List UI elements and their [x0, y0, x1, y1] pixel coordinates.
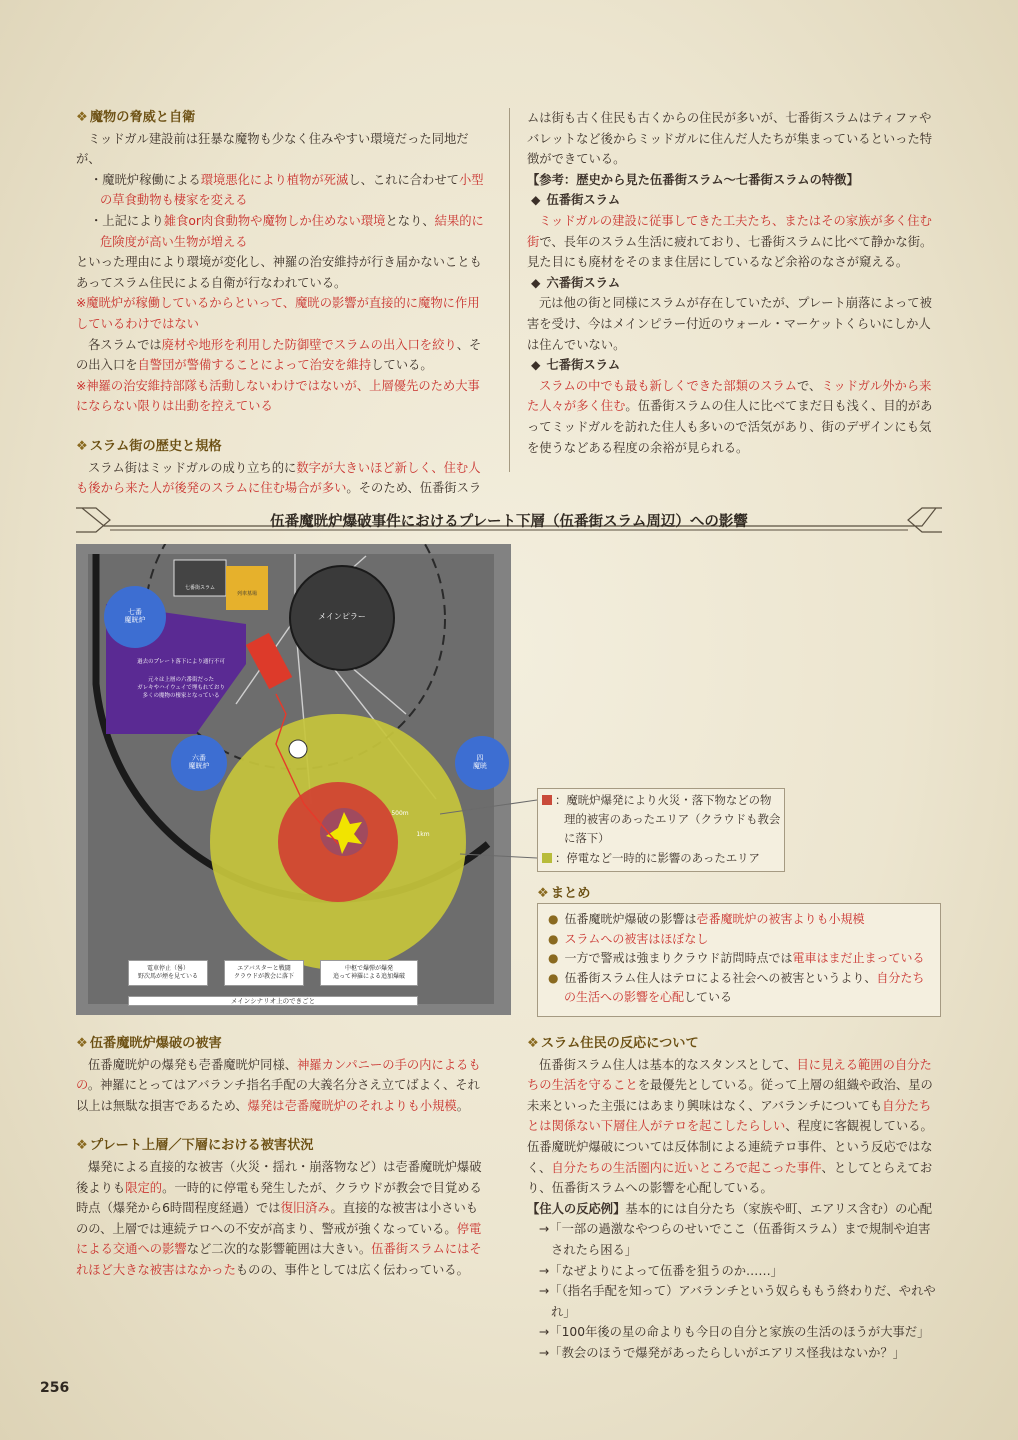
paragraph: ムは街も古く住民も古くからの住民が多いが、七番街スラムはティファやバレットなど後からミッドガルに住んだ人たちが集まっているといった特徴ができている。	[527, 111, 933, 167]
paragraph: 伍番街スラム住人は基本的なスタンスとして、目に見える範囲の自分たちの生活を守ることを最優先としている。従って上層の組織や政治、星の未来といった主張にはあまり興味はなく、アバランチについても自分たちとは関係ない下層住人がテロを起こしたらしい、程度に客観視している。伍番魔晄炉爆破については反体制による連続テロ事件、という反応ではなく、自分たちの生活圏内に近いところで起こった事件、としてとらえており、伍番街スラムへの影響を心配している。	[527, 1057, 933, 1196]
summary-box	[537, 903, 941, 1017]
diamond-bullet-icon: ◆	[531, 193, 541, 208]
summary-heading: ❖ まとめ	[537, 886, 591, 901]
event-box: 中枢で爆弾が爆発 追って神羅による追加爆破	[320, 960, 418, 986]
paragraph: 元は他の街と同様にスラムが存在していたが、プレート崩落によって被害を受け、今はメインピラー付近のウォール・マーケットくらいにしか人は住んでいない。	[527, 296, 932, 352]
bullet-dot-icon: ●	[548, 951, 559, 966]
subsection-heading: ◆ 伍番街スラム	[531, 193, 621, 208]
map-label-reactor-4: 四 魔晄	[473, 754, 487, 770]
bullet-item: ・魔晄炉稼働による環境悪化により植物が死滅し、これに合わせて小型の草食動物も棲家を変える	[90, 172, 484, 208]
diamond-mark-icon: ❖	[76, 110, 88, 125]
bottom-right-column	[527, 1034, 941, 1364]
paragraph: 各スラムでは廃材や地形を利用した防御壁でスラムの出入口を絞り、その出入口を自警団が警備することによって治安を維持している。	[76, 337, 482, 373]
top-right-column	[527, 108, 941, 458]
damage-map	[76, 544, 511, 1015]
map-label-slum7: 七番街スラム	[185, 585, 215, 591]
map-label-reactor-6: 六番 魔晄炉	[188, 754, 210, 770]
bottom-left-column	[76, 1034, 490, 1281]
legend-text: 理的被害のあったエリア（クラウドも教会	[564, 812, 781, 826]
quote: →「一部の過激なやつらのせいでここ（伍番街スラム）まで規制や迫害されたら困る」	[539, 1222, 931, 1257]
paragraph: スラムの中でも最も新しくできた部類のスラムで、ミッドガル外から来た人々が多く住む。伍番街スラムの住人に比べてまだ日も浅く、目的があってミッドガルを訪れた住人も多いので活気があり、街のデザインにも気を使うなどある程度の余裕が見られる。	[527, 378, 933, 455]
quote: →「教会のほうで爆発があったらしいがエアリス怪我はないか？」	[539, 1345, 906, 1360]
section-heading: ❖ 魔物の脅威と自衛	[76, 110, 196, 125]
section-banner	[76, 506, 942, 534]
bullet-dot-icon: ●	[548, 970, 559, 985]
section-heading: ❖ 伍番魔晄炉爆破の被害	[76, 1036, 222, 1051]
red-square-icon	[542, 795, 552, 805]
legend-yellow-row: ：停電など一時的に影響のあったエリア	[542, 849, 760, 869]
map-label-train: 列車墓場	[236, 591, 257, 597]
paragraph: 伍番魔晄炉の爆発も壱番魔晄炉同様、神羅カンパニーの手の内によるもの。神羅にとってはアバランチ指名手配の大義名分さえ立てばよく、それ以上は無駄な損害であるため、爆発は壱番魔晄炉のそれよりも小規模。	[76, 1057, 481, 1113]
diamond-bullet-icon: ◆	[531, 275, 541, 290]
yellow-square-icon	[542, 853, 552, 863]
quote: →「（指名手配を知って）アバランチという奴らももう終わりだ、やれやれ」	[539, 1284, 936, 1319]
quote: →「100年後の星の命よりも今日の自分と家族の生活のほうが大事だ」	[539, 1325, 930, 1340]
subsection-heading: ◆ 七番街スラム	[531, 358, 621, 373]
subsection-heading: ◆ 六番街スラム	[531, 275, 621, 290]
event-box: エアバスターと戦闘 クラウドが教会に落下	[224, 960, 304, 986]
map-label-1km: 1km	[416, 831, 430, 838]
top-left-column	[76, 108, 490, 499]
paragraph: といった理由により環境が変化し、神羅の治安維持が行き届かないこともあってスラム住民による自衛が行なわれている。	[76, 255, 482, 290]
diamond-bullet-icon: ◆	[531, 358, 541, 373]
diamond-mark-icon: ❖	[76, 1138, 88, 1154]
paragraph: ミッドガルの建設に従事してきた工夫たち、またはその家族が多く住む街で、長年のスラム生活に疲れており、七番街スラムに比べて静かな街。見た目にも廃材をそのまま住居にしているなど余裕のなさが窺える。	[527, 213, 933, 270]
diamond-mark-icon: ❖	[537, 886, 549, 901]
example-heading: 【住人の反応例】基本的には自分たち（家族や町、エアリス含む）の心配	[527, 1201, 933, 1216]
event-box: 電車停止（晷） 野次馬が煙を見ている	[128, 960, 208, 986]
diamond-mark-icon: ❖	[76, 438, 88, 454]
summary-item: ● 伍番魔晄炉爆破の影響は壱番魔晄炉の被害よりも小規模	[548, 912, 865, 926]
legend-red-row: ：魔晄炉爆発により火災・落下物などの物	[542, 791, 771, 811]
section-heading: ❖ プレート上層／下層における被害状況	[76, 1138, 314, 1154]
bullet-dot-icon: ●	[548, 931, 559, 946]
section-heading: ❖ スラム住民の反応について	[527, 1036, 699, 1051]
paragraph: ミッドガル建設前は狂暴な魔物も少なく住みやすい環境だった同地だが、	[76, 131, 469, 167]
bullet-item: ・上記により雑食or肉食動物や魔物しか住めない環境となり、結果的に危険度が高い生物が増える	[90, 213, 484, 249]
map-label-500m: 500m	[391, 810, 409, 817]
summary-item: ● 伍番街スラム住人はテロによる社会への被害というより、自分たちの生活への影響を心配している	[548, 970, 925, 1005]
reference-heading: 【参考：歴史から見た伍番街スラム〜七番街スラムの特徴】	[527, 172, 859, 187]
bullet-dot-icon: ●	[548, 912, 559, 926]
note: ※魔晄炉が稼働しているからといって、魔晄の影響が直接的に魔物に作用しているわけではない	[76, 296, 480, 331]
note: ※神羅の治安維持部隊も活動しないわけではないが、上層優先のため大事にならない限りは出動を控えている	[76, 378, 480, 414]
paragraph: スラム街はミッドガルの成り立ち的に数字が大きいほど新しく、住む人も後から来た人が後発のスラムに住む場合が多い。そのため、伍番街スラ	[76, 460, 482, 496]
map-label-purple-2: 元々は上層の六番街だった ガレキやハイウェイで埋もれており 多くの魔物の棲家となっている	[137, 677, 225, 699]
caption-leaders	[440, 796, 540, 866]
quote: →「なぜよりによって伍番を狙うのか……」	[539, 1263, 783, 1278]
map-legend	[537, 788, 785, 872]
paragraph: 爆発による直接的な被害（火災・揺れ・崩落物など）は壱番魔晄炉爆破後よりも限定的。一時的に停電も発生したが、クラウドが教会で目覚める時点（爆発から6時間程度経過）では復旧済み。直接的な被害は小さいものの、上層では連続テロへの不安が高まり、警戒が強くなっている。停電による交通への影響など二次的な影響範囲は大きい。伍番街スラムにはそれほど大きな被害はなかったものの、事件としては広く伝わっている。	[76, 1159, 482, 1277]
map-label-purple-1: 過去のプレート落下により通行不可	[137, 659, 225, 665]
column-divider	[509, 108, 510, 472]
legend-text: に落下）	[564, 831, 610, 845]
summary-item: ● 一方で警戒は強まりクラウド訪問時点では電車はまだ止まっている	[548, 951, 925, 966]
diamond-mark-icon: ❖	[76, 1036, 88, 1051]
banner-title: 伍番魔晄炉爆破事件におけるプレート下層（伍番街スラム周辺）への影響	[270, 514, 748, 530]
diamond-mark-icon: ❖	[527, 1036, 539, 1051]
summary-item: ● スラムへの被害はほぼなし	[548, 931, 709, 946]
section-heading: ❖ スラム街の歴史と規格	[76, 438, 222, 454]
map-footer: メインシナリオ上のできごと	[128, 996, 418, 1006]
page-number: 256	[40, 1380, 70, 1396]
map-label-pillar: メインピラー	[318, 612, 366, 621]
map-label-reactor-7: 七番 魔晄炉	[124, 608, 146, 624]
